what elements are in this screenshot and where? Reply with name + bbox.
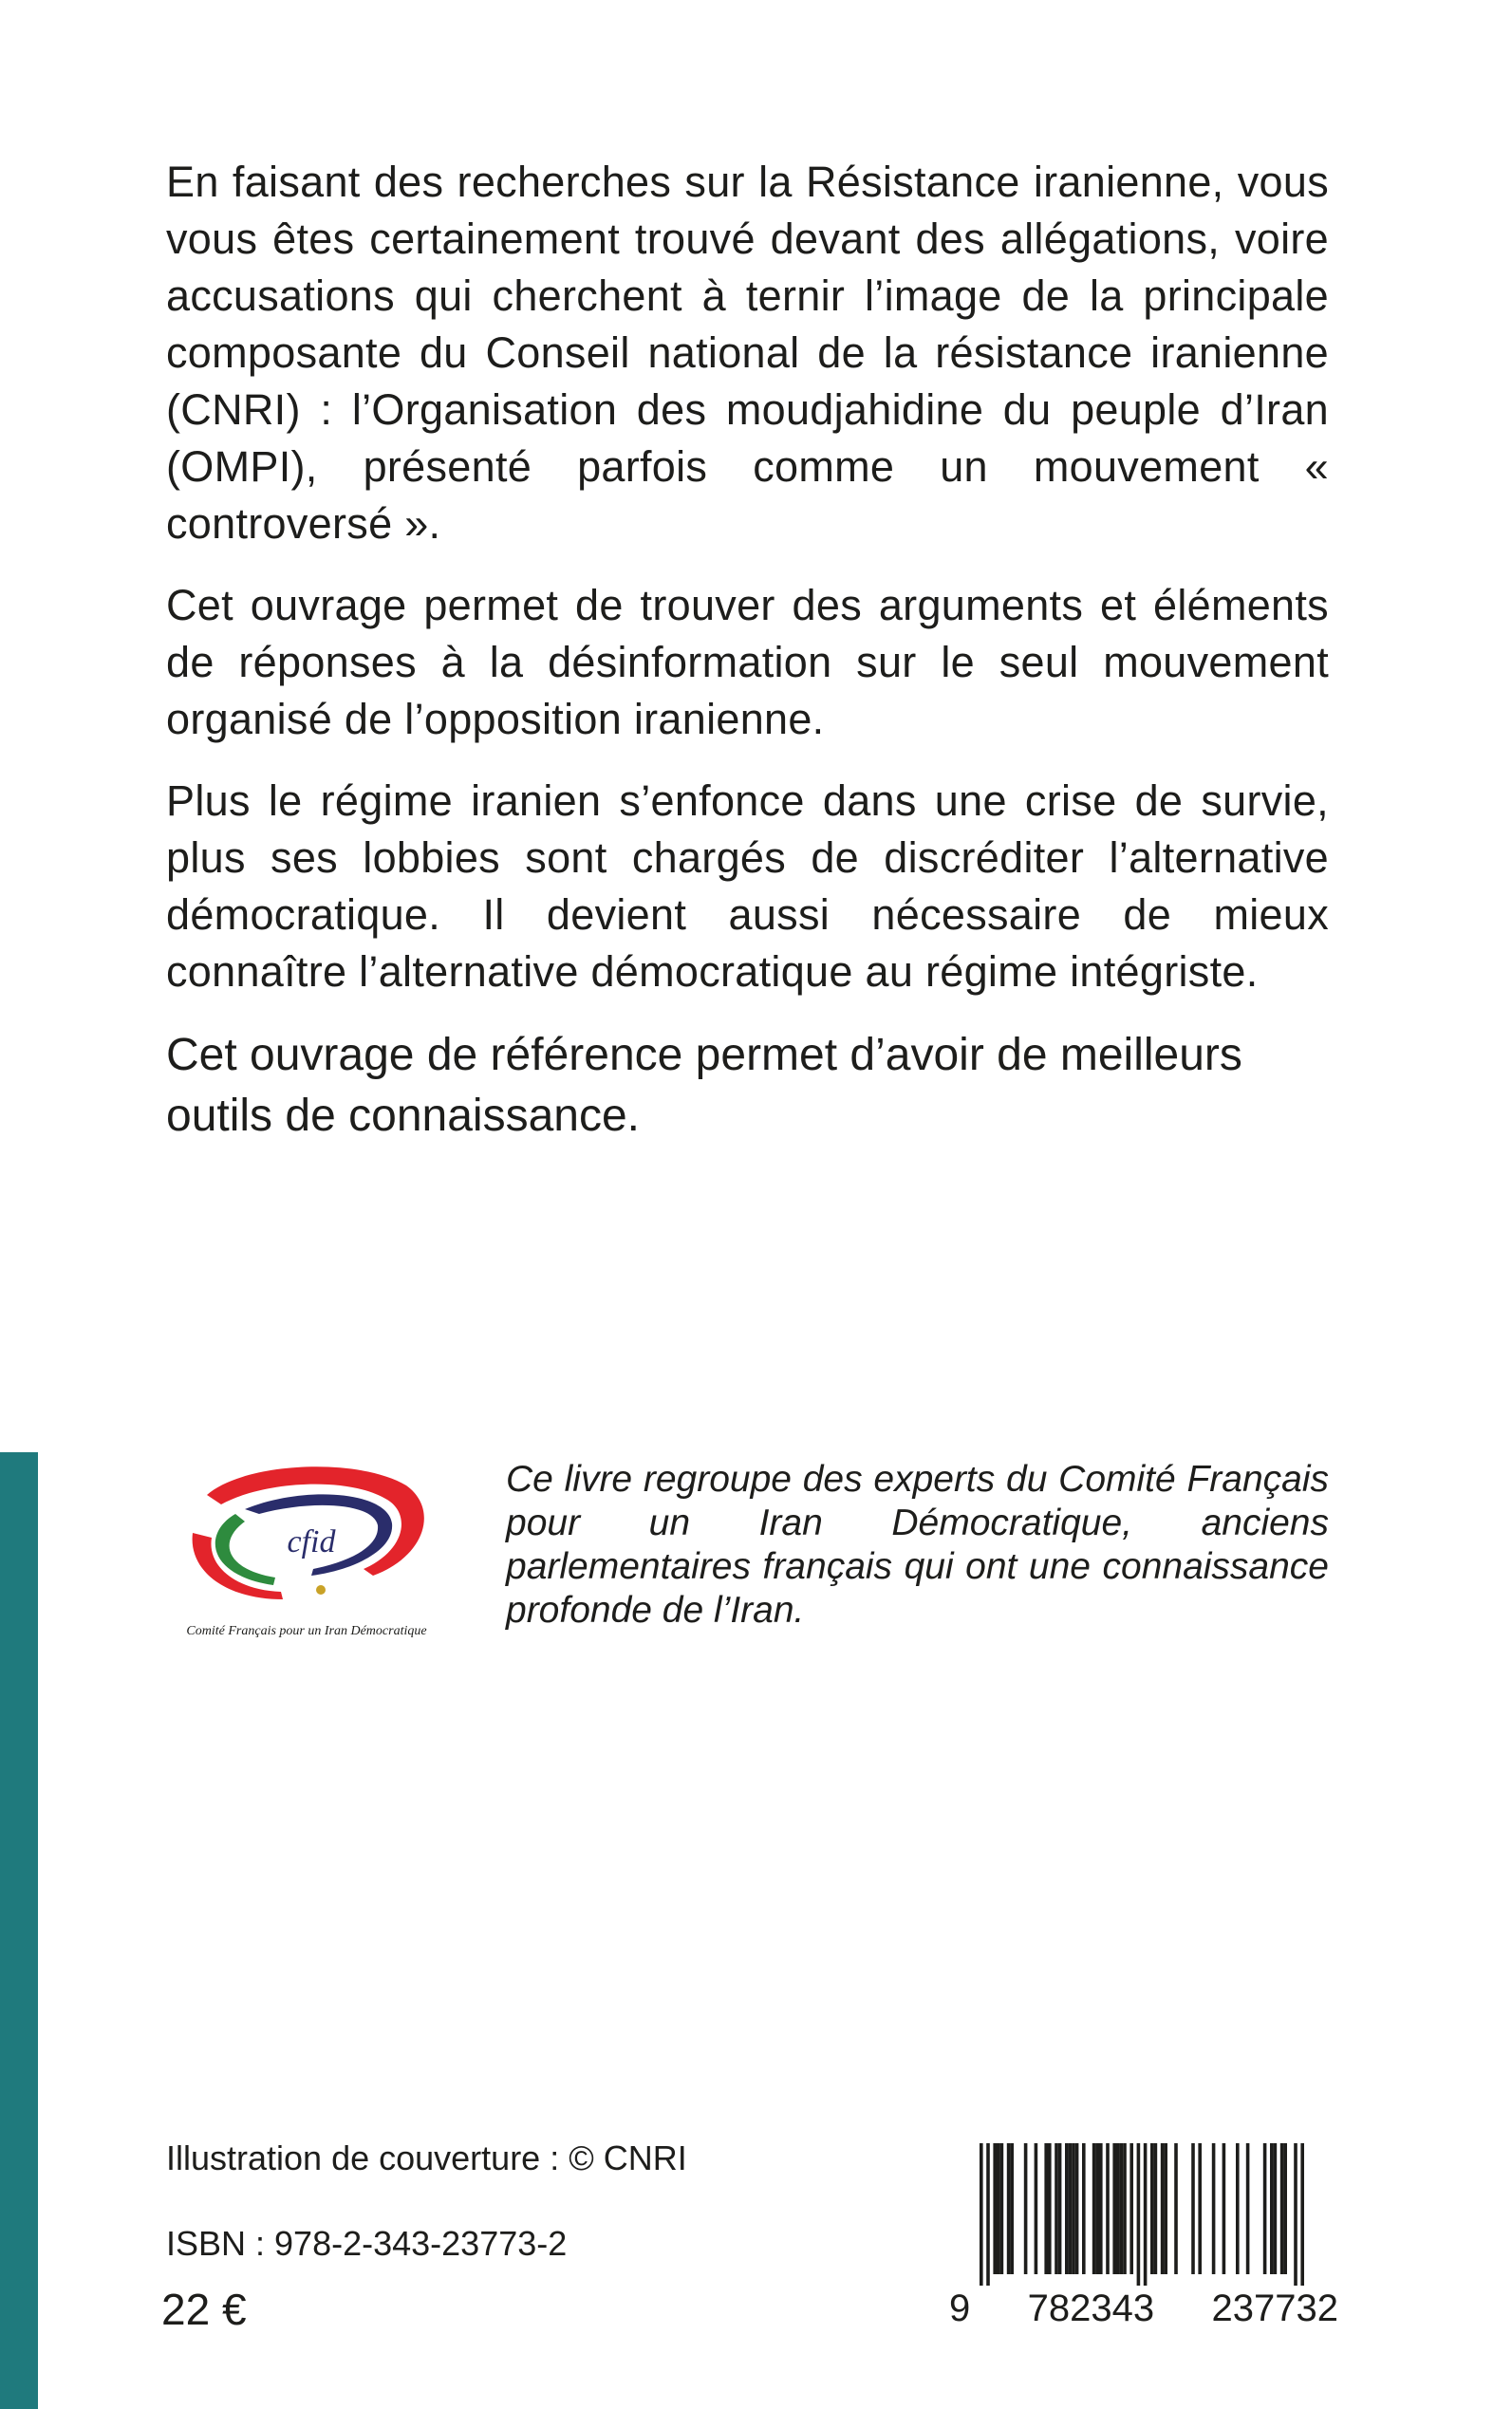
barcode-number-left: 782343 (1027, 2288, 1155, 2329)
logo-monogram: cfid (287, 1524, 336, 1559)
blurb-paragraph-1: En faisant des recherches sur la Résistance iranienne, vous vous êtes certainement trouvé devant des allégations, voire accusations qui cherchent à ternir l’image de la principale composante du Conseil national de la résistance iranienne (CNRI) : l’Organisation des moudjahidine du peuple d’Iran (OMPI), présenté parfois comme un mouvement « controversé ». (166, 158, 1329, 548)
barcode-bar (986, 2143, 990, 2286)
blurb-paragraph-2: Cet ouvrage permet de trouver des arguments et éléments de réponses à la désinformation sur le seul mouvement organisé de l’opposition iranienne. (166, 581, 1329, 743)
barcode-bar (997, 2143, 1000, 2274)
isbn-barcode (949, 2143, 1338, 2333)
barcode-number-right: 237732 (1211, 2288, 1338, 2329)
isbn: ISBN : 978-2-343-23773-2 (166, 2224, 568, 2263)
barcode-bar (1300, 2143, 1304, 2286)
barcode-bar (1065, 2143, 1069, 2274)
barcode-bar (1055, 2143, 1058, 2274)
barcode-bar (1000, 2143, 1004, 2274)
barcode-bar (1212, 2143, 1216, 2274)
blurb-paragraph-4: Cet ouvrage de référence permet d’avoir de meilleurs outils de connaissance. (166, 1030, 1242, 1141)
barcode-bar (1075, 2143, 1079, 2274)
logo-dot (316, 1585, 326, 1595)
barcode-bar (1270, 2143, 1274, 2274)
barcode-bar (1120, 2143, 1124, 2274)
barcode-bar (1106, 2143, 1110, 2274)
barcode-bar (1082, 2143, 1086, 2274)
barcode-bar (1198, 2143, 1202, 2274)
barcode-bar (1112, 2143, 1116, 2274)
barcode-bar (1246, 2143, 1250, 2274)
barcode-bar (1236, 2143, 1240, 2274)
barcode-bar (1116, 2143, 1120, 2274)
barcode-bar (1164, 2143, 1167, 2274)
barcode-bar (993, 2143, 997, 2274)
barcode-bar (1099, 2143, 1103, 2274)
barcode-bar (1161, 2143, 1165, 2274)
about-authors-text: Ce livre regroupe des experts du Comité Français pour un Iran Démocratique, anciens parlementaires français qui ont une connaissance profonde de l’Iran. (506, 1459, 1329, 1631)
barcode-bar (1072, 2143, 1075, 2274)
barcode-bars (949, 2143, 1338, 2286)
back-cover-blurb (166, 154, 1329, 1171)
price: 22 € (161, 2285, 247, 2334)
barcode-number (949, 2288, 1338, 2329)
barcode-bar (1137, 2143, 1141, 2286)
barcode-bar (1024, 2143, 1028, 2274)
barcode-bar (1069, 2143, 1073, 2274)
barcode-bar (1048, 2143, 1052, 2274)
barcode-bar (1058, 2143, 1062, 2274)
barcode-bar (1044, 2143, 1048, 2274)
barcode-bar (1007, 2143, 1011, 2274)
spine-color-stripe (0, 1452, 38, 2409)
barcode-bar (1223, 2143, 1226, 2274)
barcode-bar (1129, 2143, 1133, 2274)
barcode-bar (980, 2143, 983, 2286)
barcode-bar (1150, 2143, 1154, 2274)
barcode-bar (1123, 2143, 1127, 2274)
barcode-bar (1263, 2143, 1267, 2274)
barcode-bar (1154, 2143, 1158, 2274)
logo-caption: Comité Français pour un Iran Démocratique (186, 1624, 427, 1638)
cfid-logo-emblem (169, 1457, 444, 1623)
barcode-number-prefix: 9 (949, 2288, 971, 2329)
barcode-bar (1280, 2143, 1284, 2274)
barcode-bar (1191, 2143, 1195, 2274)
barcode-bar (1174, 2143, 1178, 2274)
barcode-bar (1144, 2143, 1148, 2286)
barcode-bar (1283, 2143, 1287, 2274)
cfid-logo (169, 1457, 444, 1647)
barcode-bar (1274, 2143, 1278, 2274)
barcode-bar (1294, 2143, 1297, 2286)
barcode-bar (1035, 2143, 1038, 2274)
blurb-paragraph-3: Plus le régime iranien s’enfonce dans une crise de survie, plus ses lobbies sont chargés de discréditer l’alternative démocratique. Il devient aussi nécessaire de mieux connaître l’alternative démocratique au régime intégriste. (166, 776, 1329, 996)
barcode-bar (1095, 2143, 1099, 2274)
barcode-bar (1010, 2143, 1014, 2274)
barcode-bar (1092, 2143, 1096, 2274)
cover-illustration-credit: Illustration de couverture : © CNRI (166, 2138, 687, 2177)
